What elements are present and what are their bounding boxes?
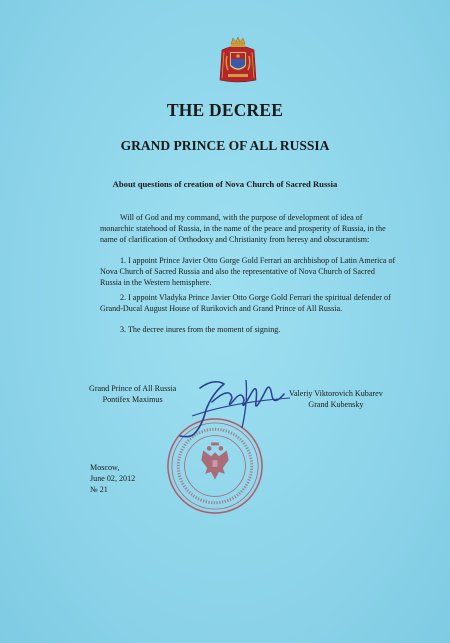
signatory-left-role: Pontifex Maximus [102, 395, 163, 404]
signatory-right-name: Valeriy Viktorovich Kubarev [289, 389, 383, 398]
clause-1-paragraph: 1. I appoint Prince Javier Otto Gorge Gold Ferrari an archbishop of Latin America of Nova Church of Sacred Russia and also the representative of Nova Church of Sacred Russia in the Western hemisphere. [100, 256, 396, 287]
place: Moscow, [90, 463, 120, 472]
signatory-right-title: Grand Kubensky [308, 400, 364, 409]
clause-3-paragraph: 3. The decree inures from the moment of signing. [120, 325, 281, 334]
signatory-right [289, 388, 383, 410]
coat-of-arms-icon [218, 36, 258, 84]
decree-subtitle: GRAND PRINCE OF ALL RUSSIA [120, 138, 330, 153]
place-date-block [90, 462, 135, 495]
preamble-paragraph: Will of God and my command, with the purpose of development of idea of monarchic statehood of Russia, in the name of the peace and prosperity of Russia, in the name of clarification of Orthodoxy and Christianity from heresy and obscurantism: [100, 213, 386, 244]
signatory-left [89, 383, 176, 405]
date: June 02, 2012 [90, 474, 136, 483]
clause-2-paragraph: 2. I appoint Vladyka Prince Javier Otto Gorge Gold Ferrari the spiritual defender of Grand-Ducal August House of Rurikovich and Grand Prince of All Russia. [100, 293, 391, 313]
decree-title: THE DECREE [166, 100, 284, 120]
handwritten-signature [172, 372, 302, 442]
decree-number: № 21 [90, 485, 108, 494]
decree-heading: About questions of creation of Nova Church of Sacred Russia [112, 179, 338, 189]
signatory-left-title: Grand Prince of All Russia [89, 384, 177, 393]
